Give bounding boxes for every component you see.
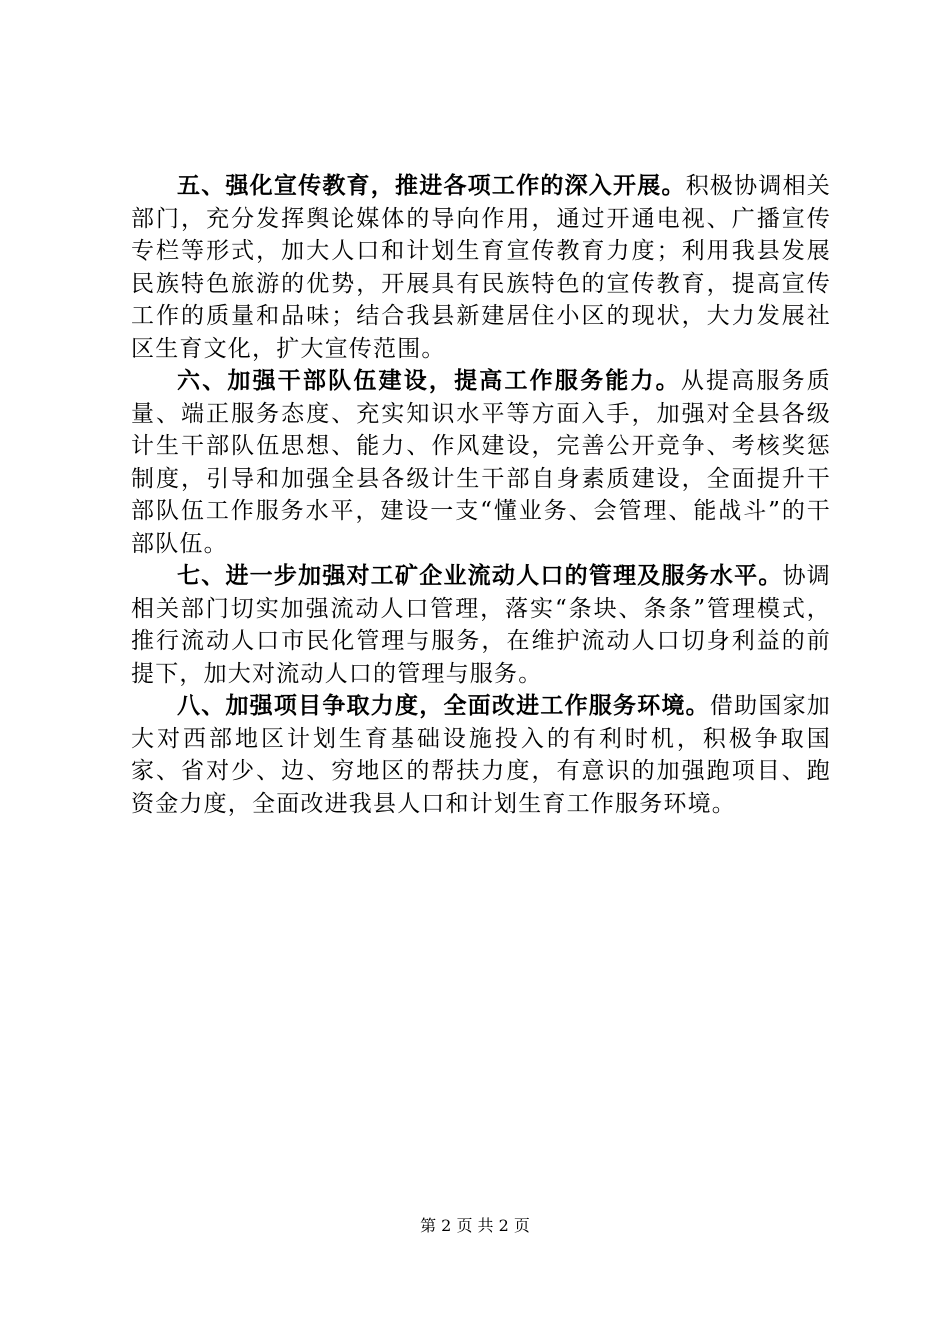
paragraph-publicity-education [131,170,831,365]
paragraph-text: 积极协调相关部门，充分发挥舆论媒体的导向作用，通过开通电视、广播宣传专栏等形式，加大人口和计划生育宣传教育力度；利用我县发展民族特色旅游的优势，开展具有民族特色的宣传教育，提高宣传工作的质量和品味；结合我县新建居住小区的现状，大力发展社区生育文化，扩大宣传范围。 [131,173,832,362]
paragraph-heading: 七、进一步加强对工矿企业流动人口的管理及服务水平。 [177,562,783,589]
paragraph-heading: 八、加强项目争取力度，全面改进工作服务环境。 [177,692,710,719]
paragraph-project-funding [131,690,831,820]
paragraph-heading: 五、强化宣传教育，推进各项工作的深入开展。 [177,172,686,199]
page-number-footer: 第 2 页 共 2 页 [420,1216,530,1235]
paragraph-text: 协调相关部门切实加强流动人口管理，落实“条块、条条”管理模式，推行流动人口市民化管理与服务，在维护流动人口切身利益的前提下，加大对流动人口的管理与服务。 [131,563,832,687]
paragraph-text: 从提高服务质量、端正服务态度、充实知识水平等方面入手，加强对全县各级计生干部队伍思想、能力、作风建设，完善公开竞争、考核奖惩制度，引导和加强全县各级计生干部自身素质建设，全面提升干部队伍工作服务水平，建设一支“懂业务、会管理、能战斗”的干部队伍。 [131,368,832,557]
paragraph-heading: 六、加强干部队伍建设，提高工作服务能力。 [177,367,681,394]
document-body [131,170,831,820]
paragraph-floating-population [131,560,831,690]
paragraph-text: 借助国家加大对西部地区计划生育基础设施投入的有利时机，积极争取国家、省对少、边、穷地区的帮扶力度，有意识的加强跑项目、跑资金力度，全面改进我县人口和计划生育工作服务环境。 [131,693,831,817]
paragraph-cadre-team [131,365,831,560]
